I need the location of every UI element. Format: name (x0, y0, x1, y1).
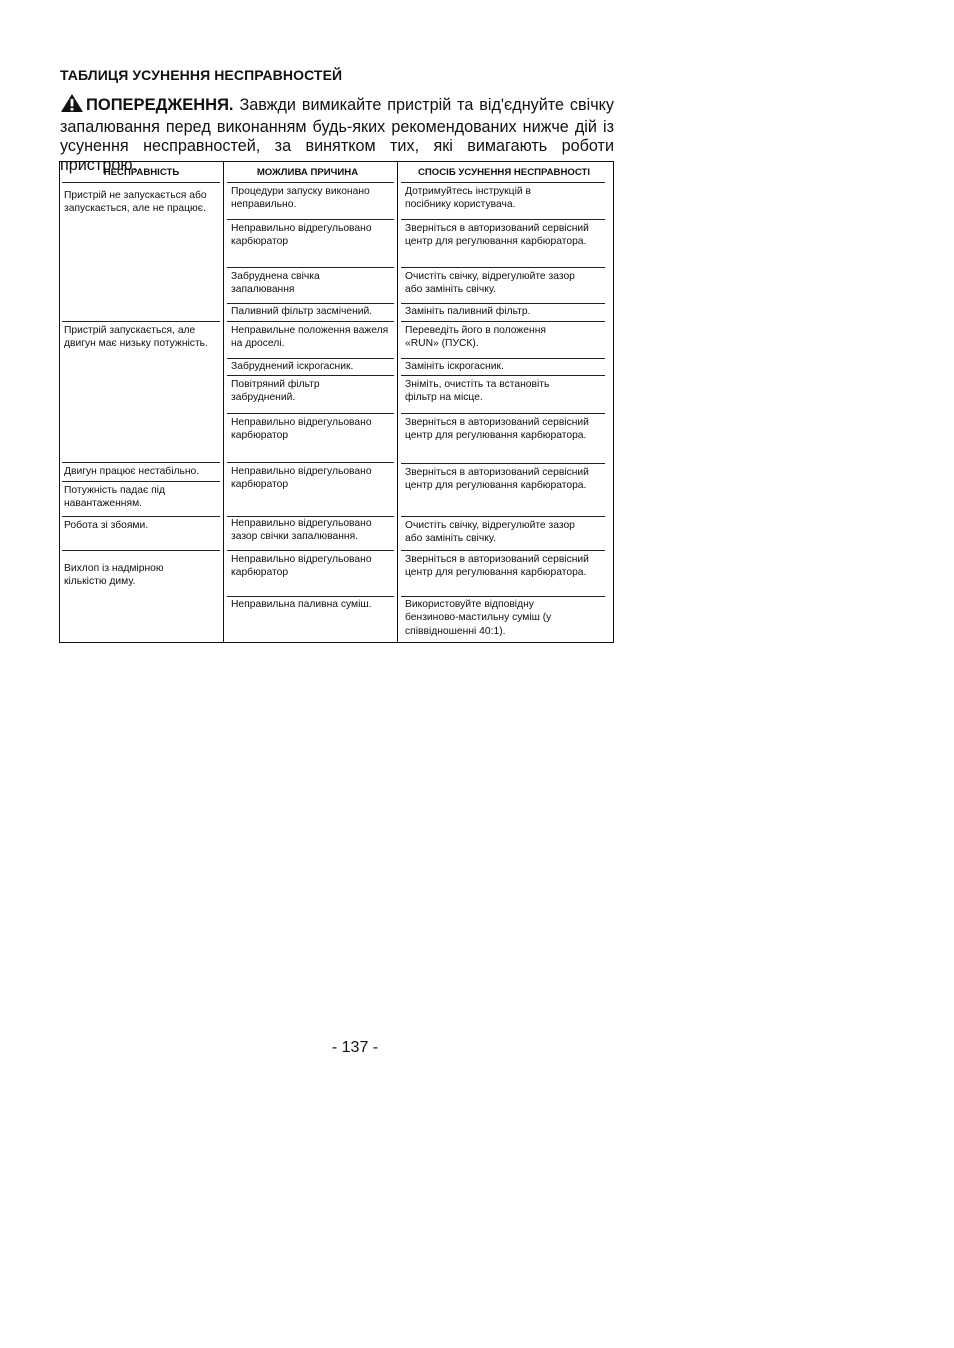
row-divider (227, 550, 394, 551)
row-divider (227, 321, 394, 322)
remedy-cell: Очистіть свічку, відрегулюйте зазор або замініть свічку. (405, 271, 575, 296)
remedy-cell: Зверніться в авторизований сервісний центр для регулювання карбюратора. (405, 417, 589, 442)
row-divider (401, 596, 605, 597)
problem-cell: Робота зі збоями. (64, 520, 149, 531)
row-divider (62, 481, 220, 482)
remedy-cell: Очистіть свічку, відрегулюйте зазор або замініть свічку. (405, 520, 575, 545)
row-divider (227, 596, 394, 597)
remedy-cell: Замініть паливний фільтр. (405, 306, 531, 317)
troubleshooting-table (59, 161, 614, 643)
row-divider (401, 463, 605, 464)
row-divider (401, 413, 605, 414)
row-divider (401, 321, 605, 322)
cause-cell: Неправильно відрегульовано карбюратор (231, 466, 372, 491)
remedy-cell: Переведіть його в положення «RUN» (ПУСК). (405, 325, 546, 350)
cause-cell: Повітряний фільтр забруднений. (231, 379, 320, 404)
remedy-cell: Зверніться в авторизований сервісний центр для регулювання карбюратора. (405, 554, 589, 579)
remedy-cell: Зверніться в авторизований сервісний центр для регулювання карбюратора. (405, 223, 589, 248)
cause-cell: Неправильно відрегульовано карбюратор (231, 417, 372, 442)
page-title: ТАБЛИЦЯ УСУНЕННЯ НЕСПРАВНОСТЕЙ (60, 67, 343, 83)
problem-cell: Пристрій запускається, але двигун має низьку потужність. (64, 325, 208, 350)
column-divider (397, 162, 398, 642)
warning-triangle-icon (60, 93, 84, 118)
header-cause: МОЖЛИВА ПРИЧИНА (256, 167, 359, 178)
row-divider (401, 375, 605, 376)
row-divider (227, 219, 394, 220)
warning-label: ПОПЕРЕДЖЕННЯ. (86, 96, 234, 114)
cause-cell: Неправильна паливна суміш. (231, 599, 372, 610)
header-problem: НЕСПРАВНІСТЬ (103, 167, 180, 178)
remedy-cell: Зверніться в авторизований сервісний центр для регулювання карбюратора. (405, 467, 589, 492)
cause-cell: Неправильно відрегульовано зазор свічки запалювання. (231, 518, 372, 543)
row-divider (401, 516, 605, 517)
row-divider (401, 358, 605, 359)
row-divider (227, 358, 394, 359)
cause-cell: Неправильно відрегульовано карбюратор (231, 554, 372, 579)
remedy-cell: Замініть іскрогасник. (405, 361, 504, 372)
cause-cell: Процедури запуску виконано неправильно. (231, 186, 370, 211)
row-divider (62, 516, 220, 517)
row-divider (62, 321, 220, 322)
remedy-cell: Зніміть, очистіть та встановіть фільтр на місце. (405, 379, 550, 404)
warning-text: Завжди вимикайте пристрій та від'єднуйте свічку запалювання перед виконанням будь-яких рекомендованих нижче дій із усунення несправностей, за винятком тих, які вимагають роботи пристрою. (60, 96, 614, 174)
cause-cell: Неправильно відрегульовано карбюратор (231, 223, 372, 248)
row-divider (227, 267, 394, 268)
row-divider (62, 462, 220, 463)
cause-cell: Паливний фільтр засмічений. (231, 306, 373, 317)
row-divider (401, 219, 605, 220)
problem-cell: Пристрій не запускається або запускається, але не працює. (64, 190, 207, 215)
row-divider (62, 182, 220, 183)
row-divider (227, 462, 394, 463)
remedy-cell: Дотримуйтесь інструкцій в посібнику користувача. (405, 186, 531, 211)
row-divider (401, 267, 605, 268)
row-divider (227, 182, 394, 183)
remedy-cell: Використовуйте відповідну бензиново-мастильну суміш (у співвідношенні 40:1). (405, 599, 552, 637)
row-divider (227, 303, 394, 304)
row-divider (227, 375, 394, 376)
row-divider (401, 550, 605, 551)
page-number: - 137 - (331, 1039, 379, 1056)
header-remedy: СПОСІБ УСУНЕННЯ НЕСПРАВНОСТІ (417, 167, 591, 178)
cause-cell: Забруднений іскрогасник. (231, 361, 354, 372)
problem-cell: Двигун працює нестабільно. (64, 466, 200, 477)
column-divider (223, 162, 224, 642)
cause-cell: Неправильне положення важеля на дроселі. (231, 325, 389, 350)
row-divider (62, 550, 220, 551)
row-divider (401, 182, 605, 183)
row-divider (227, 413, 394, 414)
problem-cell: Вихлоп із надмірною кількістю диму. (64, 563, 164, 588)
row-divider (401, 303, 605, 304)
problem-cell: Потужність падає під навантаженням. (64, 485, 165, 510)
cause-cell: Забруднена свічка запалювання (231, 271, 320, 296)
